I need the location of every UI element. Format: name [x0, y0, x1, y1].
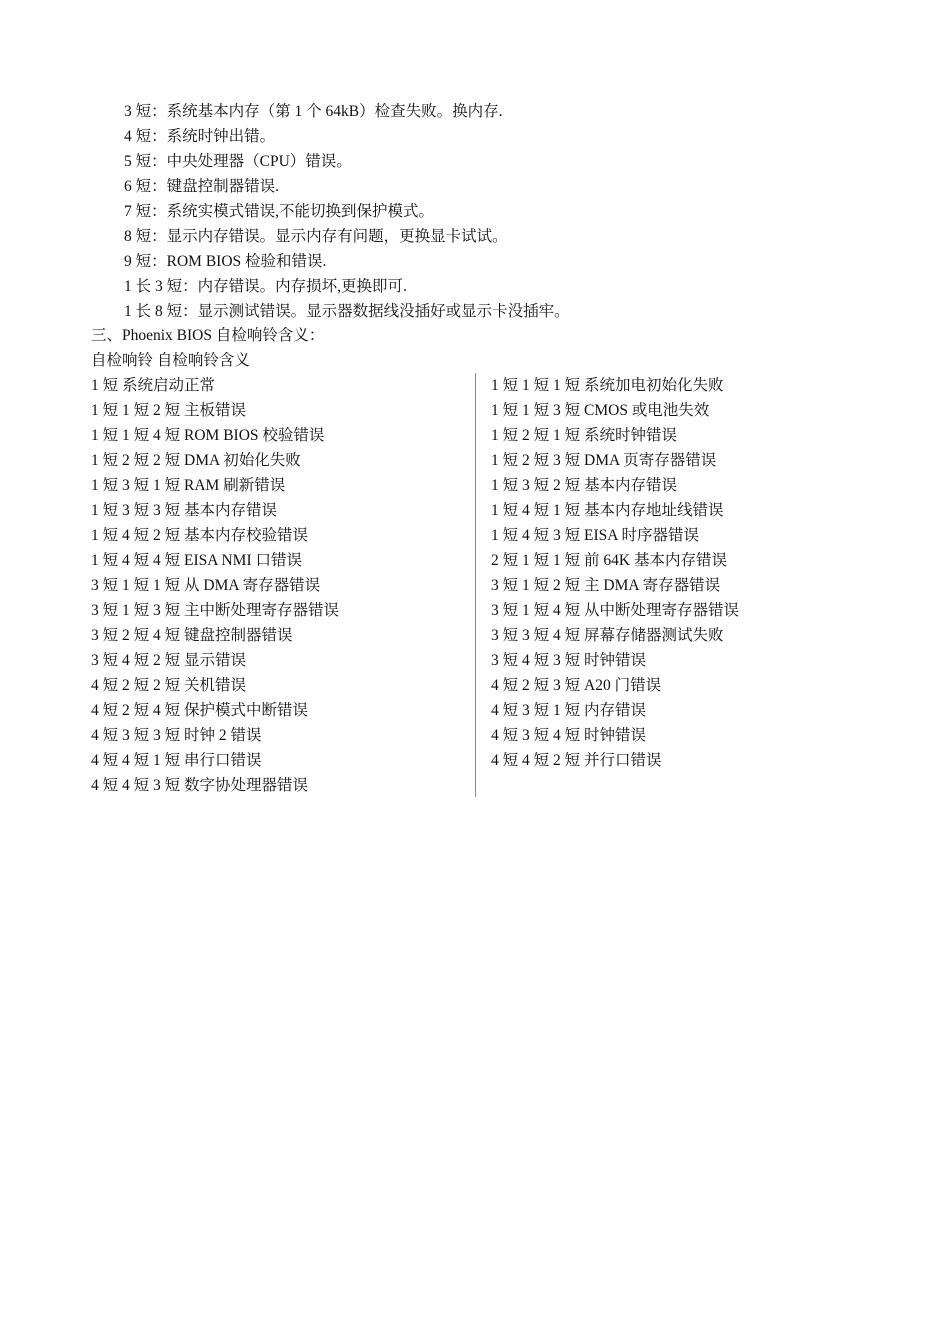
award-beep-list — [124, 99, 884, 324]
list-item: 3 短 3 短 4 短 屏幕存储器测试失败 — [491, 627, 724, 644]
column-header: 自检响铃 自检响铃含义 — [91, 352, 250, 369]
right-column — [491, 373, 871, 773]
list-item: 4 短 3 短 4 短 时钟错误 — [491, 727, 647, 744]
phoenix-section-header — [91, 323, 871, 373]
list-item: 4 短 3 短 3 短 时钟 2 错误 — [91, 727, 262, 744]
list-item: 1 短 4 短 1 短 基本内存地址线错误 — [491, 502, 724, 519]
beep-code-line: 5 短：中央处理器（CPU）错误。 — [124, 153, 352, 170]
list-item: 2 短 1 短 1 短 前 64K 基本内存错误 — [491, 552, 727, 569]
list-item: 4 短 2 短 4 短 保护模式中断错误 — [91, 702, 309, 719]
list-item: 1 短 4 短 4 短 EISA NMI 口错误 — [91, 552, 302, 569]
list-item: 4 短 3 短 1 短 内存错误 — [491, 702, 647, 719]
beep-code-line: 4 短：系统时钟出错。 — [124, 128, 276, 145]
list-item: 3 短 1 短 1 短 从 DMA 寄存器错误 — [91, 577, 321, 594]
list-item: 4 短 4 短 2 短 并行口错误 — [491, 752, 662, 769]
beep-code-line: 1 长 3 短：内存错误。内存损坏,更换即可. — [124, 278, 407, 295]
list-item: 3 短 2 短 4 短 键盘控制器错误 — [91, 627, 293, 644]
list-item: 3 短 1 短 2 短 主 DMA 寄存器错误 — [491, 577, 721, 594]
beep-code-line: 3 短：系统基本内存（第 1 个 64kB）检查失败。换内存. — [124, 103, 503, 120]
list-item: 1 短 1 短 1 短 系统加电初始化失败 — [491, 377, 724, 394]
list-item: 4 短 4 短 3 短 数字协处理器错误 — [91, 777, 309, 794]
list-item: 1 短 4 短 3 短 EISA 时序器错误 — [491, 527, 699, 544]
beep-code-line: 7 短：系统实模式错误,不能切换到保护模式。 — [124, 203, 435, 220]
list-item: 3 短 1 短 3 短 主中断处理寄存器错误 — [91, 602, 340, 619]
list-item: 4 短 2 短 3 短 A20 门错误 — [491, 677, 662, 694]
beep-code-line: 6 短：键盘控制器错误. — [124, 178, 280, 195]
list-item: 1 短 2 短 3 短 DMA 页寄存器错误 — [491, 452, 717, 469]
column-divider — [475, 373, 476, 797]
left-column — [91, 373, 471, 798]
beep-code-line: 9 短：ROM BIOS 检验和错误. — [124, 253, 327, 270]
beep-code-line: 1 长 8 短：显示测试错误。显示器数据线没插好或显示卡没插牢。 — [124, 303, 570, 320]
list-item: 1 短 2 短 1 短 系统时钟错误 — [491, 427, 678, 444]
list-item: 1 短 4 短 2 短 基本内存校验错误 — [91, 527, 309, 544]
list-item: 1 短 2 短 2 短 DMA 初始化失败 — [91, 452, 301, 469]
section-heading: 三、Phoenix BIOS 自检响铃含义： — [91, 327, 325, 344]
list-item: 3 短 4 短 3 短 时钟错误 — [491, 652, 647, 669]
list-item: 4 短 4 短 1 短 串行口错误 — [91, 752, 262, 769]
beep-code-line: 8 短：显示内存错误。显示内存有问题，更换显卡试试。 — [124, 228, 508, 245]
list-item: 1 短 3 短 1 短 RAM 刷新错误 — [91, 477, 286, 494]
list-item: 1 短 系统启动正常 — [91, 377, 216, 394]
list-item: 1 短 1 短 2 短 主板错误 — [91, 402, 247, 419]
list-item: 3 短 4 短 2 短 显示错误 — [91, 652, 247, 669]
list-item: 1 短 1 短 4 短 ROM BIOS 校验错误 — [91, 427, 325, 444]
list-item: 4 短 2 短 2 短 关机错误 — [91, 677, 247, 694]
list-item: 1 短 3 短 3 短 基本内存错误 — [91, 502, 278, 519]
list-item: 3 短 1 短 4 短 从中断处理寄存器错误 — [491, 602, 740, 619]
list-item: 1 短 1 短 3 短 CMOS 或电池失效 — [491, 402, 710, 419]
list-item: 1 短 3 短 2 短 基本内存错误 — [491, 477, 678, 494]
